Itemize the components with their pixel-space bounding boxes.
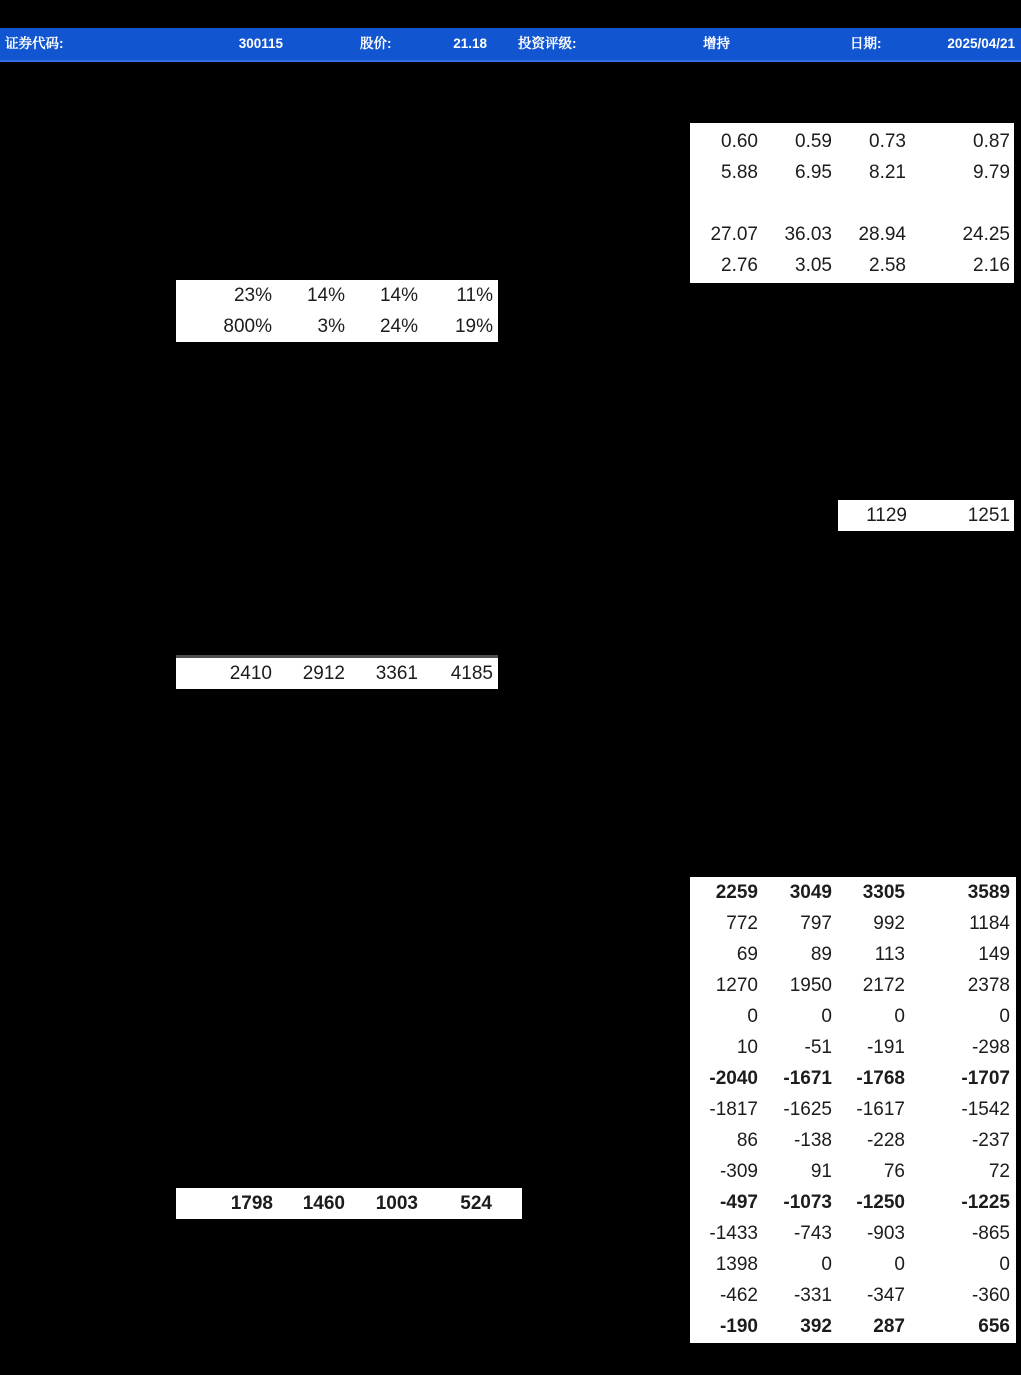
table-cell: 14% bbox=[379, 285, 418, 306]
table-cell: 1129 bbox=[866, 505, 907, 526]
table-cell: 0.60 bbox=[721, 131, 758, 152]
table-cell: 0 bbox=[894, 1254, 905, 1275]
table-cell: 8.21 bbox=[869, 162, 906, 183]
rating-label: 投资评级: bbox=[518, 36, 577, 51]
table-cell: 1398 bbox=[715, 1254, 758, 1275]
table-cell: 1460 bbox=[302, 1193, 345, 1214]
table-cell: 76 bbox=[883, 1161, 905, 1182]
table-cell: 2.58 bbox=[869, 255, 906, 276]
table-cell: 3361 bbox=[375, 663, 418, 684]
table-cell: -865 bbox=[971, 1223, 1010, 1244]
table-cell: 0.87 bbox=[973, 131, 1010, 152]
table-row bbox=[690, 1218, 1016, 1249]
table-row bbox=[690, 1063, 1016, 1094]
stock-info-bar bbox=[0, 28, 1021, 62]
table-cell: 6.95 bbox=[795, 162, 832, 183]
table-cell: 2912 bbox=[302, 663, 345, 684]
table-cell: -331 bbox=[793, 1285, 832, 1306]
table-cell: -51 bbox=[804, 1037, 832, 1058]
table-row bbox=[690, 126, 1014, 157]
table-cell: 24% bbox=[379, 316, 418, 337]
table-row bbox=[690, 1094, 1016, 1125]
table-cell: -497 bbox=[719, 1192, 758, 1213]
table-cell: 2.16 bbox=[973, 255, 1010, 276]
table-cell: -1433 bbox=[709, 1223, 758, 1244]
table-cell: -1073 bbox=[783, 1192, 832, 1213]
table-cell: -903 bbox=[866, 1223, 905, 1244]
table-cell: 1003 bbox=[375, 1193, 418, 1214]
table-cell: -190 bbox=[719, 1316, 758, 1337]
table-cell: 3305 bbox=[862, 882, 905, 903]
table-cell: -1671 bbox=[783, 1068, 832, 1089]
growth-rates-table bbox=[176, 280, 498, 342]
table-cell: 0 bbox=[747, 1006, 758, 1027]
table-cell: 27.07 bbox=[710, 224, 758, 245]
table-cell: 2172 bbox=[862, 975, 905, 996]
table-cell: -237 bbox=[971, 1130, 1010, 1151]
table-cell: -2040 bbox=[709, 1068, 758, 1089]
table-cell: 524 bbox=[460, 1193, 492, 1214]
table-row bbox=[690, 1032, 1016, 1063]
table-cell: -309 bbox=[719, 1161, 758, 1182]
table-cell: -228 bbox=[866, 1130, 905, 1151]
table-cell: 19% bbox=[454, 316, 493, 337]
table-cell: -1250 bbox=[856, 1192, 905, 1213]
table-row bbox=[176, 311, 498, 342]
date-value: 2025/04/21 bbox=[947, 36, 1015, 51]
table-cell: 28.94 bbox=[858, 224, 906, 245]
table-cell: 0 bbox=[821, 1254, 832, 1275]
table-cell: 86 bbox=[736, 1130, 758, 1151]
table-cell: 3% bbox=[317, 316, 345, 337]
table-row bbox=[690, 1249, 1016, 1280]
price-value: 21.18 bbox=[453, 36, 487, 51]
table-cell: 1251 bbox=[967, 505, 1010, 526]
table-cell: -347 bbox=[866, 1285, 905, 1306]
table-cell: -462 bbox=[719, 1285, 758, 1306]
table-cell: 9.79 bbox=[973, 162, 1010, 183]
table-cell: 3049 bbox=[789, 882, 832, 903]
table-row bbox=[690, 157, 1014, 188]
table-cell: 3589 bbox=[967, 882, 1010, 903]
table-cell: 772 bbox=[726, 913, 758, 934]
table-row bbox=[176, 280, 498, 311]
table-row bbox=[690, 1001, 1016, 1032]
table-cell: 0 bbox=[821, 1006, 832, 1027]
table-cell: -298 bbox=[971, 1037, 1010, 1058]
table-cell: 1798 bbox=[230, 1193, 273, 1214]
summary-row-table bbox=[176, 1188, 522, 1219]
securities-code-label: 证券代码: bbox=[5, 36, 64, 51]
table-row bbox=[690, 908, 1016, 939]
table-cell: 287 bbox=[873, 1316, 905, 1337]
table-cell: 2259 bbox=[715, 882, 758, 903]
table-row bbox=[690, 877, 1016, 908]
rating-value: 增持 bbox=[703, 36, 730, 51]
revenue-row-table bbox=[176, 655, 498, 689]
table-row bbox=[690, 1280, 1016, 1311]
table-cell: 24.25 bbox=[962, 224, 1010, 245]
table-cell: 91 bbox=[810, 1161, 832, 1182]
table-cell: -1817 bbox=[709, 1099, 758, 1120]
table-row bbox=[690, 939, 1016, 970]
table-cell: 0 bbox=[999, 1254, 1010, 1275]
table-cell: 392 bbox=[800, 1316, 832, 1337]
table-cell: 0 bbox=[894, 1006, 905, 1027]
table-row bbox=[690, 1311, 1016, 1342]
table-cell: 36.03 bbox=[784, 224, 832, 245]
table-row bbox=[690, 1187, 1016, 1218]
price-label: 股价: bbox=[360, 36, 392, 51]
date-label: 日期: bbox=[850, 36, 882, 51]
table-cell: 0 bbox=[999, 1006, 1010, 1027]
table-row bbox=[690, 970, 1016, 1001]
table-cell: 89 bbox=[810, 944, 832, 965]
table-cell: 656 bbox=[978, 1316, 1010, 1337]
table-row bbox=[690, 250, 1014, 281]
table-row bbox=[176, 1188, 522, 1219]
table-cell: 2410 bbox=[229, 663, 272, 684]
table-cell: 800% bbox=[223, 316, 272, 337]
table-cell: 149 bbox=[978, 944, 1010, 965]
table-cell: 2378 bbox=[967, 975, 1010, 996]
table-cell: 4185 bbox=[450, 663, 493, 684]
table-row bbox=[838, 500, 1014, 531]
table-cell: 5.88 bbox=[721, 162, 758, 183]
table-cell: 2.76 bbox=[721, 255, 758, 276]
table-cell: 0.59 bbox=[795, 131, 832, 152]
table-cell: 1270 bbox=[715, 975, 758, 996]
table-cell: -191 bbox=[866, 1037, 905, 1058]
table-cell: -743 bbox=[793, 1223, 832, 1244]
table-row bbox=[690, 1125, 1016, 1156]
table-cell: -138 bbox=[793, 1130, 832, 1151]
table-cell: 23% bbox=[233, 285, 272, 306]
table-row bbox=[690, 1156, 1016, 1187]
table-cell: -360 bbox=[971, 1285, 1010, 1306]
table-cell: 10 bbox=[736, 1037, 758, 1058]
per-share-metrics-table bbox=[690, 123, 1014, 283]
table-cell: 1950 bbox=[789, 975, 832, 996]
table-cell: 992 bbox=[873, 913, 905, 934]
table-row bbox=[176, 658, 498, 689]
table-cell: -1617 bbox=[856, 1099, 905, 1120]
table-cell: -1768 bbox=[856, 1068, 905, 1089]
table-cell: -1625 bbox=[783, 1099, 832, 1120]
table-cell: 14% bbox=[306, 285, 345, 306]
securities-code-value: 300115 bbox=[238, 36, 283, 51]
table-row bbox=[690, 188, 1014, 219]
cash-flow-table bbox=[690, 877, 1016, 1343]
table-cell: 0.73 bbox=[869, 131, 906, 152]
table-cell: 69 bbox=[736, 944, 758, 965]
table-cell: -1542 bbox=[961, 1099, 1010, 1120]
table-cell: 1184 bbox=[969, 913, 1010, 934]
table-cell: 113 bbox=[874, 944, 905, 965]
table-cell: -1707 bbox=[961, 1068, 1010, 1089]
pair-values-table bbox=[838, 500, 1014, 531]
table-cell: 797 bbox=[800, 913, 832, 934]
table-cell: 72 bbox=[988, 1161, 1010, 1182]
table-cell: -1225 bbox=[961, 1192, 1010, 1213]
table-row bbox=[690, 219, 1014, 250]
table-cell: 3.05 bbox=[795, 255, 832, 276]
table-cell: 11% bbox=[456, 285, 493, 306]
